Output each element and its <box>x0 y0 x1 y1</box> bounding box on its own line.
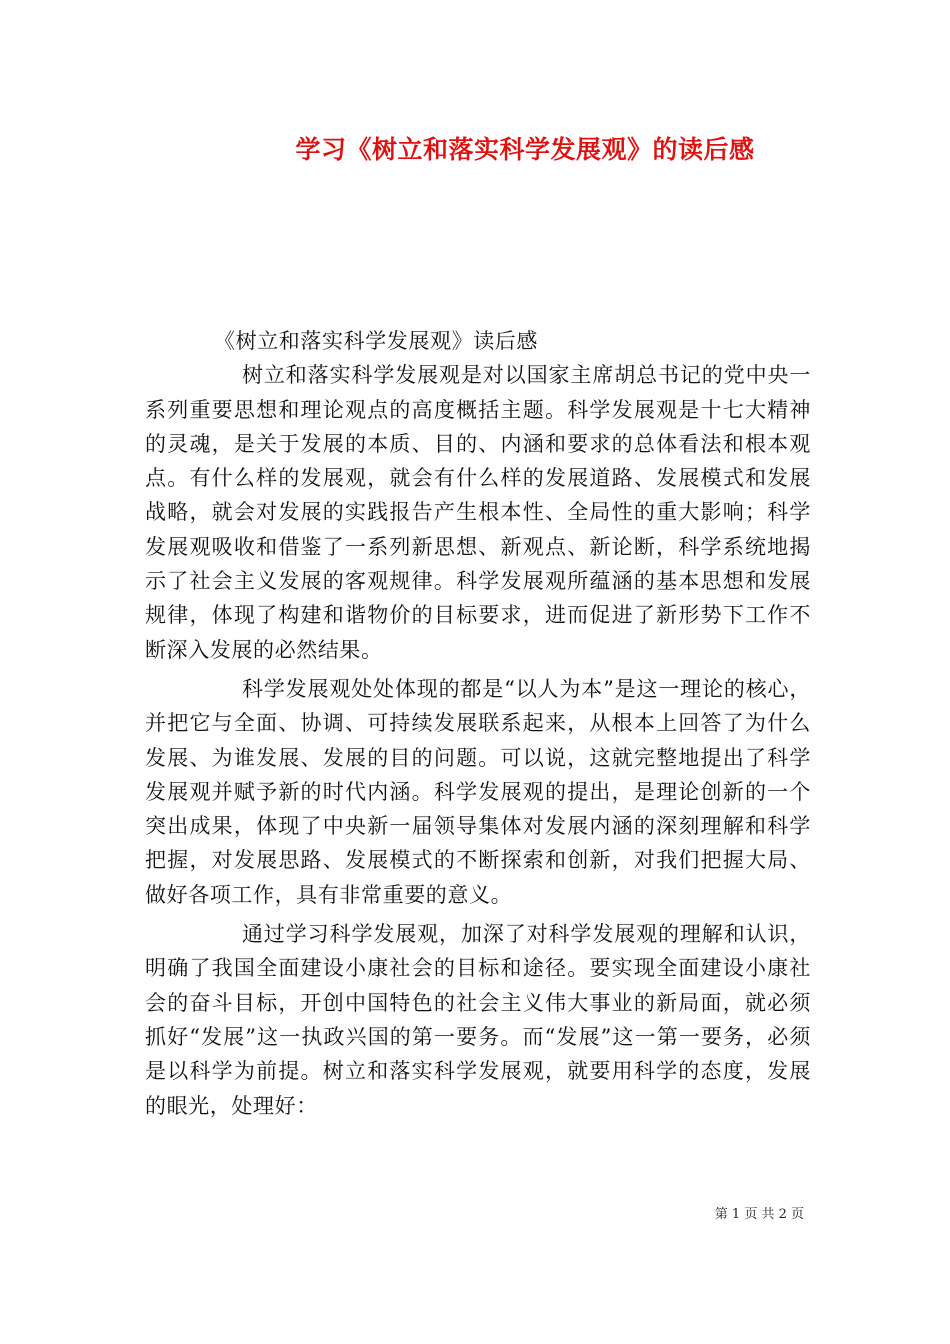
document-subtitle: 《树立和落实科学发展观》读后感 <box>214 329 538 353</box>
document-body <box>145 324 811 1128</box>
paragraph: 科学发展观处处体现的都是“以人为本”是这一理论的核心，并把它与全面、协调、可持续发展联系起来，从根本上回答了为什么发展、为谁发展、发展的目的问题。可以说，这就完整地提出了科学发展观并赋予新的时代内涵。科学发展观的提出，是理论创新的一个突出成果，体现了中央新一届领导集体对发展内涵的深刻理解和科学把握，对发展思路、发展模式的不断探索和创新，对我们把握大局、做好各项工作，具有非常重要的意义。 <box>145 676 811 907</box>
page-title: 学习《树立和落实科学发展观》的读后感 <box>295 135 755 164</box>
paragraph: 通过学习科学发展观，加深了对科学发展观的理解和认识，明确了我国全面建设小康社会的目标和途径。要实现全面建设小康社会的奋斗目标，开创中国特色的社会主义伟大事业的新局面，就必须抓好“发展”这一执政兴国的第一要务。而“发展”这一第一要务，必须是以科学为前提。树立和落实科学发展观，就要用科学的态度，发展的眼光，处理好： <box>145 922 811 1118</box>
page-number: 第 1 页 共 2 页 <box>714 1207 804 1222</box>
paragraph: 树立和落实科学发展观是对以国家主席胡总书记的党中央一系列重要思想和理论观点的高度概括主题。科学发展观是十七大精神的灵魂，是关于发展的本质、目的、内涵和要求的总体看法和根本观点。有什么样的发展观，就会有什么样的发展道路、发展模式和发展战略，就会对发展的实践报告产生根本性、全局性的重大影响；科学发展观吸收和借鉴了一系列新思想、新观点、新论断，科学系统地揭示了社会主义发展的客观规律。科学发展观所蕴涵的基本思想和发展规律，体现了构建和谐物价的目标要求，进而促进了新形势下工作不断深入发展的必然结果。 <box>145 363 811 662</box>
